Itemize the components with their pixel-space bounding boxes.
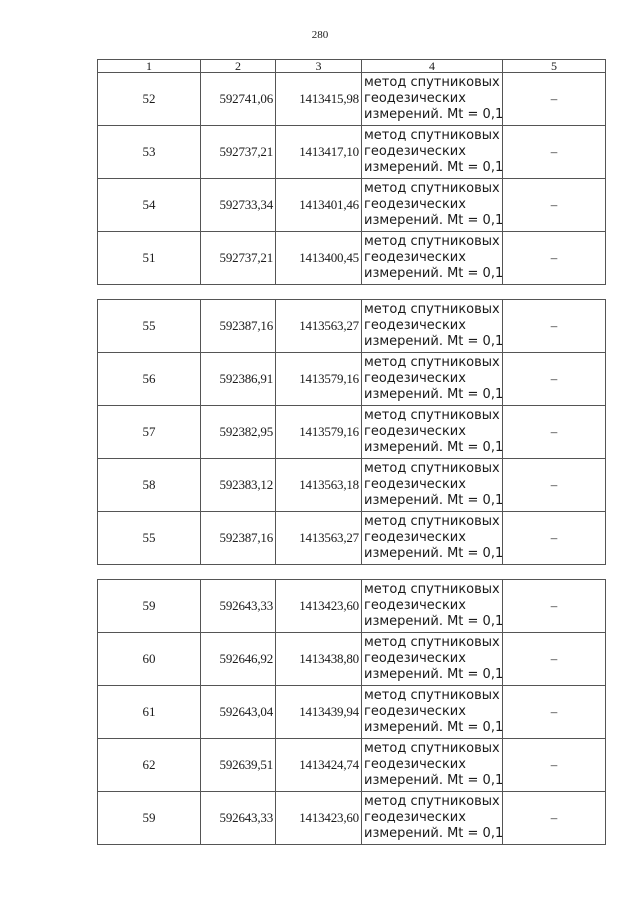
coordinate-y: 1413579,16: [276, 353, 362, 406]
point-number: 58: [98, 459, 201, 512]
column-number-row: [98, 60, 606, 73]
coordinates-table: [97, 59, 606, 845]
section-separator-cell: [98, 285, 606, 300]
point-number: 54: [98, 179, 201, 232]
method-line: метод спутниковых: [364, 741, 500, 756]
method-line: метод спутниковых: [364, 794, 500, 809]
method-line: геодезических: [364, 250, 466, 265]
method-line: измерений. Mt = 0,1: [364, 546, 504, 561]
coordinate-y: 1413439,94: [276, 686, 362, 739]
method-line: метод спутниковых: [364, 408, 500, 423]
coordinate-y: 1413424,74: [276, 739, 362, 792]
table-row: [98, 580, 606, 633]
accuracy-dash: –: [503, 792, 606, 845]
accuracy-dash: –: [503, 300, 606, 353]
coordinate-x: 592733,34: [201, 179, 276, 232]
coordinate-x: 592387,16: [201, 300, 276, 353]
method-line: геодезических: [364, 598, 466, 613]
method-line: метод спутниковых: [364, 75, 500, 90]
column-number: 3: [276, 60, 362, 73]
coordinate-x: 592646,92: [201, 633, 276, 686]
accuracy-dash: –: [503, 179, 606, 232]
column-number: 5: [503, 60, 606, 73]
point-number: 56: [98, 353, 201, 406]
point-number: 53: [98, 126, 201, 179]
method-line: метод спутниковых: [364, 128, 500, 143]
accuracy-dash: –: [503, 73, 606, 126]
method-line: геодезических: [364, 197, 466, 212]
method-line: метод спутниковых: [364, 302, 500, 317]
method-description: [362, 633, 503, 686]
method-line: метод спутниковых: [364, 461, 500, 476]
method-line: измерений. Mt = 0,1: [364, 266, 504, 281]
column-number: 1: [98, 60, 201, 73]
method-description: [362, 512, 503, 565]
page-number: 280: [311, 29, 329, 41]
method-description: [362, 792, 503, 845]
method-line: геодезических: [364, 477, 466, 492]
column-number: 2: [201, 60, 276, 73]
method-description: [362, 126, 503, 179]
coordinate-y: 1413401,46: [276, 179, 362, 232]
coordinate-y: 1413415,98: [276, 73, 362, 126]
accuracy-dash: –: [503, 459, 606, 512]
method-line: геодезических: [364, 651, 466, 666]
point-number: 57: [98, 406, 201, 459]
method-line: измерений. Mt = 0,1: [364, 334, 504, 349]
accuracy-dash: –: [503, 126, 606, 179]
accuracy-dash: –: [503, 580, 606, 633]
column-number: 4: [362, 60, 503, 73]
method-line: измерений. Mt = 0,1: [364, 440, 504, 455]
method-description: [362, 580, 503, 633]
point-number: 55: [98, 512, 201, 565]
coordinate-y: 1413400,45: [276, 232, 362, 285]
method-line: измерений. Mt = 0,1: [364, 667, 504, 682]
method-line: измерений. Mt = 0,1: [364, 826, 504, 841]
coordinate-x: 592386,91: [201, 353, 276, 406]
coordinate-x: 592643,04: [201, 686, 276, 739]
point-number: 51: [98, 232, 201, 285]
coordinate-x: 592643,33: [201, 580, 276, 633]
point-number: 61: [98, 686, 201, 739]
method-line: геодезических: [364, 424, 466, 439]
section-separator: [98, 565, 606, 580]
method-description: [362, 406, 503, 459]
table-row: [98, 73, 606, 126]
method-line: метод спутниковых: [364, 635, 500, 650]
method-description: [362, 353, 503, 406]
method-description: [362, 232, 503, 285]
table-row: [98, 792, 606, 845]
coordinate-x: 592382,95: [201, 406, 276, 459]
method-description: [362, 459, 503, 512]
method-line: геодезических: [364, 704, 466, 719]
table-row: [98, 633, 606, 686]
coordinate-y: 1413563,27: [276, 512, 362, 565]
coordinate-x: 592737,21: [201, 232, 276, 285]
method-line: измерений. Mt = 0,1: [364, 107, 504, 122]
table-row: [98, 300, 606, 353]
method-line: метод спутниковых: [364, 582, 500, 597]
accuracy-dash: –: [503, 406, 606, 459]
table-row: [98, 353, 606, 406]
coordinate-x: 592737,21: [201, 126, 276, 179]
table-row: [98, 739, 606, 792]
point-number: 60: [98, 633, 201, 686]
accuracy-dash: –: [503, 512, 606, 565]
method-line: измерений. Mt = 0,1: [364, 773, 504, 788]
coordinate-y: 1413579,16: [276, 406, 362, 459]
method-line: измерений. Mt = 0,1: [364, 493, 504, 508]
coordinate-y: 1413438,80: [276, 633, 362, 686]
method-line: метод спутниковых: [364, 234, 500, 249]
method-line: метод спутниковых: [364, 355, 500, 370]
method-line: метод спутниковых: [364, 514, 500, 529]
point-number: 59: [98, 792, 201, 845]
table-row: [98, 686, 606, 739]
method-line: метод спутниковых: [364, 181, 500, 196]
accuracy-dash: –: [503, 686, 606, 739]
point-number: 52: [98, 73, 201, 126]
method-line: геодезических: [364, 318, 466, 333]
table-row: [98, 126, 606, 179]
method-line: измерений. Mt = 0,1: [364, 720, 504, 735]
table-row: [98, 406, 606, 459]
point-number: 55: [98, 300, 201, 353]
coordinate-x: 592383,12: [201, 459, 276, 512]
coordinate-x: 592387,16: [201, 512, 276, 565]
method-line: измерений. Mt = 0,1: [364, 213, 504, 228]
point-number: 59: [98, 580, 201, 633]
table-row: [98, 512, 606, 565]
coordinates-table-body: [98, 60, 606, 845]
method-line: геодезических: [364, 530, 466, 545]
table-row: [98, 459, 606, 512]
method-line: геодезических: [364, 810, 466, 825]
point-number: 62: [98, 739, 201, 792]
method-description: [362, 73, 503, 126]
coordinate-y: 1413417,10: [276, 126, 362, 179]
table-row: [98, 232, 606, 285]
coordinate-y: 1413563,27: [276, 300, 362, 353]
method-line: геодезических: [364, 371, 466, 386]
section-separator-cell: [98, 565, 606, 580]
coordinate-x: 592639,51: [201, 739, 276, 792]
method-line: измерений. Mt = 0,1: [364, 614, 504, 629]
coordinate-x: 592741,06: [201, 73, 276, 126]
method-line: геодезических: [364, 91, 466, 106]
method-description: [362, 300, 503, 353]
method-line: геодезических: [364, 757, 466, 772]
coordinate-y: 1413563,18: [276, 459, 362, 512]
accuracy-dash: –: [503, 353, 606, 406]
table-row: [98, 179, 606, 232]
method-description: [362, 686, 503, 739]
coordinate-x: 592643,33: [201, 792, 276, 845]
method-description: [362, 739, 503, 792]
accuracy-dash: –: [503, 232, 606, 285]
accuracy-dash: –: [503, 739, 606, 792]
method-line: геодезических: [364, 144, 466, 159]
method-line: метод спутниковых: [364, 688, 500, 703]
method-line: измерений. Mt = 0,1: [364, 160, 504, 175]
section-separator: [98, 285, 606, 300]
method-line: измерений. Mt = 0,1: [364, 387, 504, 402]
method-description: [362, 179, 503, 232]
accuracy-dash: –: [503, 633, 606, 686]
coordinate-y: 1413423,60: [276, 580, 362, 633]
coordinate-y: 1413423,60: [276, 792, 362, 845]
